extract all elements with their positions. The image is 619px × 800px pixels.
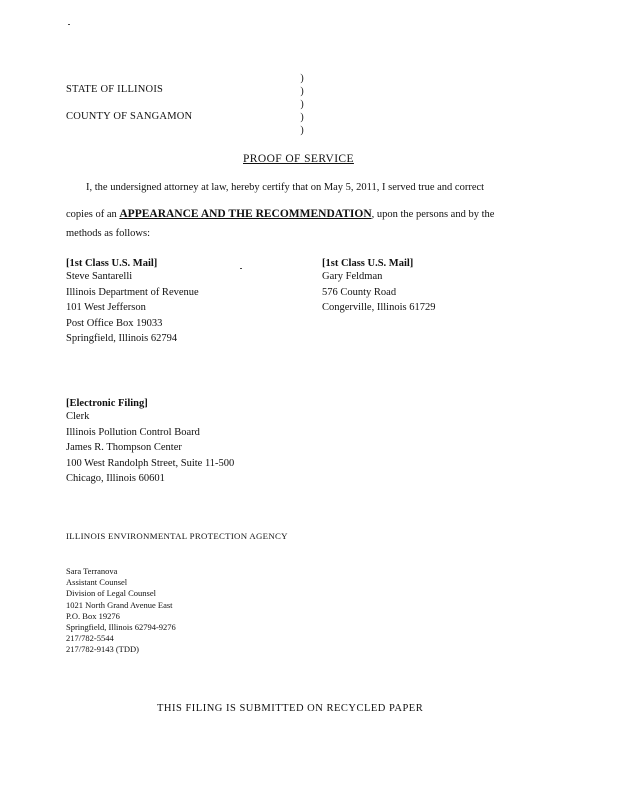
caption-paren: ) [300, 86, 304, 97]
recycled-paper-notice: THIS FILING IS SUBMITTED ON RECYCLED PAPER [157, 703, 424, 714]
recipient-line: Post Office Box 19033 [66, 317, 163, 329]
caption-paren: ) [300, 125, 304, 136]
scan-speck [240, 268, 242, 269]
service-recipient-electronic [66, 398, 234, 487]
recipient-line: James R. Thompson Center [66, 442, 182, 453]
recipient-line: 576 County Road [322, 286, 397, 298]
signature-block [66, 566, 176, 656]
service-recipient-right [322, 258, 435, 316]
caption-paren: ) [300, 112, 304, 123]
certification-prefix: copies of an [66, 209, 120, 220]
scan-speck [68, 24, 70, 25]
service-recipient-left [66, 258, 199, 347]
certification-line-1: I, the undersigned attorney at law, hereby certify that on May 5, 2011, I served true and correct [86, 182, 485, 193]
signature-line: Sara Terranova [66, 566, 118, 576]
signature-line: P.O. Box 19276 [66, 610, 120, 621]
certification-suffix: , upon the persons and by the [371, 209, 495, 220]
service-method: [1st Class U.S. Mail] [322, 258, 414, 269]
signature-line: Springfield, Illinois 62794-9276 [66, 622, 176, 633]
document-heading: PROOF OF SERVICE [243, 153, 354, 165]
signature-line: Assistant Counsel [66, 577, 128, 588]
recipient-line: Springfield, Illinois 62794 [66, 333, 178, 344]
caption-state: STATE OF ILLINOIS [66, 84, 164, 95]
certification-line-3: methods as follows: [66, 228, 150, 239]
recipient-line: 100 West Randolph Street, Suite 11-500 [66, 457, 235, 469]
caption-paren: ) [300, 73, 304, 84]
agency-name: ILLINOIS ENVIRONMENTAL PROTECTION AGENCY [66, 531, 288, 541]
service-method: [Electronic Filing] [66, 398, 148, 409]
caption-parentheses [298, 72, 306, 137]
caption-county: COUNTY OF SANGAMON [66, 111, 193, 122]
caption-paren: ) [300, 99, 304, 110]
signature-line: 217/782-5544 [66, 633, 114, 644]
recipient-line: Congerville, Illinois 61729 [322, 302, 436, 313]
recipient-line: Clerk [66, 411, 90, 422]
recipient-line: Gary Feldman [322, 271, 383, 282]
signature-line: 1021 North Grand Avenue East [66, 599, 173, 610]
recipient-line: Illinois Department of Revenue [66, 286, 199, 298]
certification-line-2 [66, 208, 494, 220]
recipient-line: Chicago, Illinois 60601 [66, 473, 165, 484]
recipient-line: Steve Santarelli [66, 271, 133, 282]
service-method: [1st Class U.S. Mail] [66, 258, 158, 269]
signature-line: Division of Legal Counsel [66, 588, 156, 599]
recipient-line: Illinois Pollution Control Board [66, 426, 200, 438]
recipient-line: 101 West Jefferson [66, 302, 146, 313]
served-document-title: APPEARANCE AND THE RECOMMENDATION [119, 208, 372, 220]
signature-line: 217/782-9143 (TDD) [66, 644, 139, 655]
